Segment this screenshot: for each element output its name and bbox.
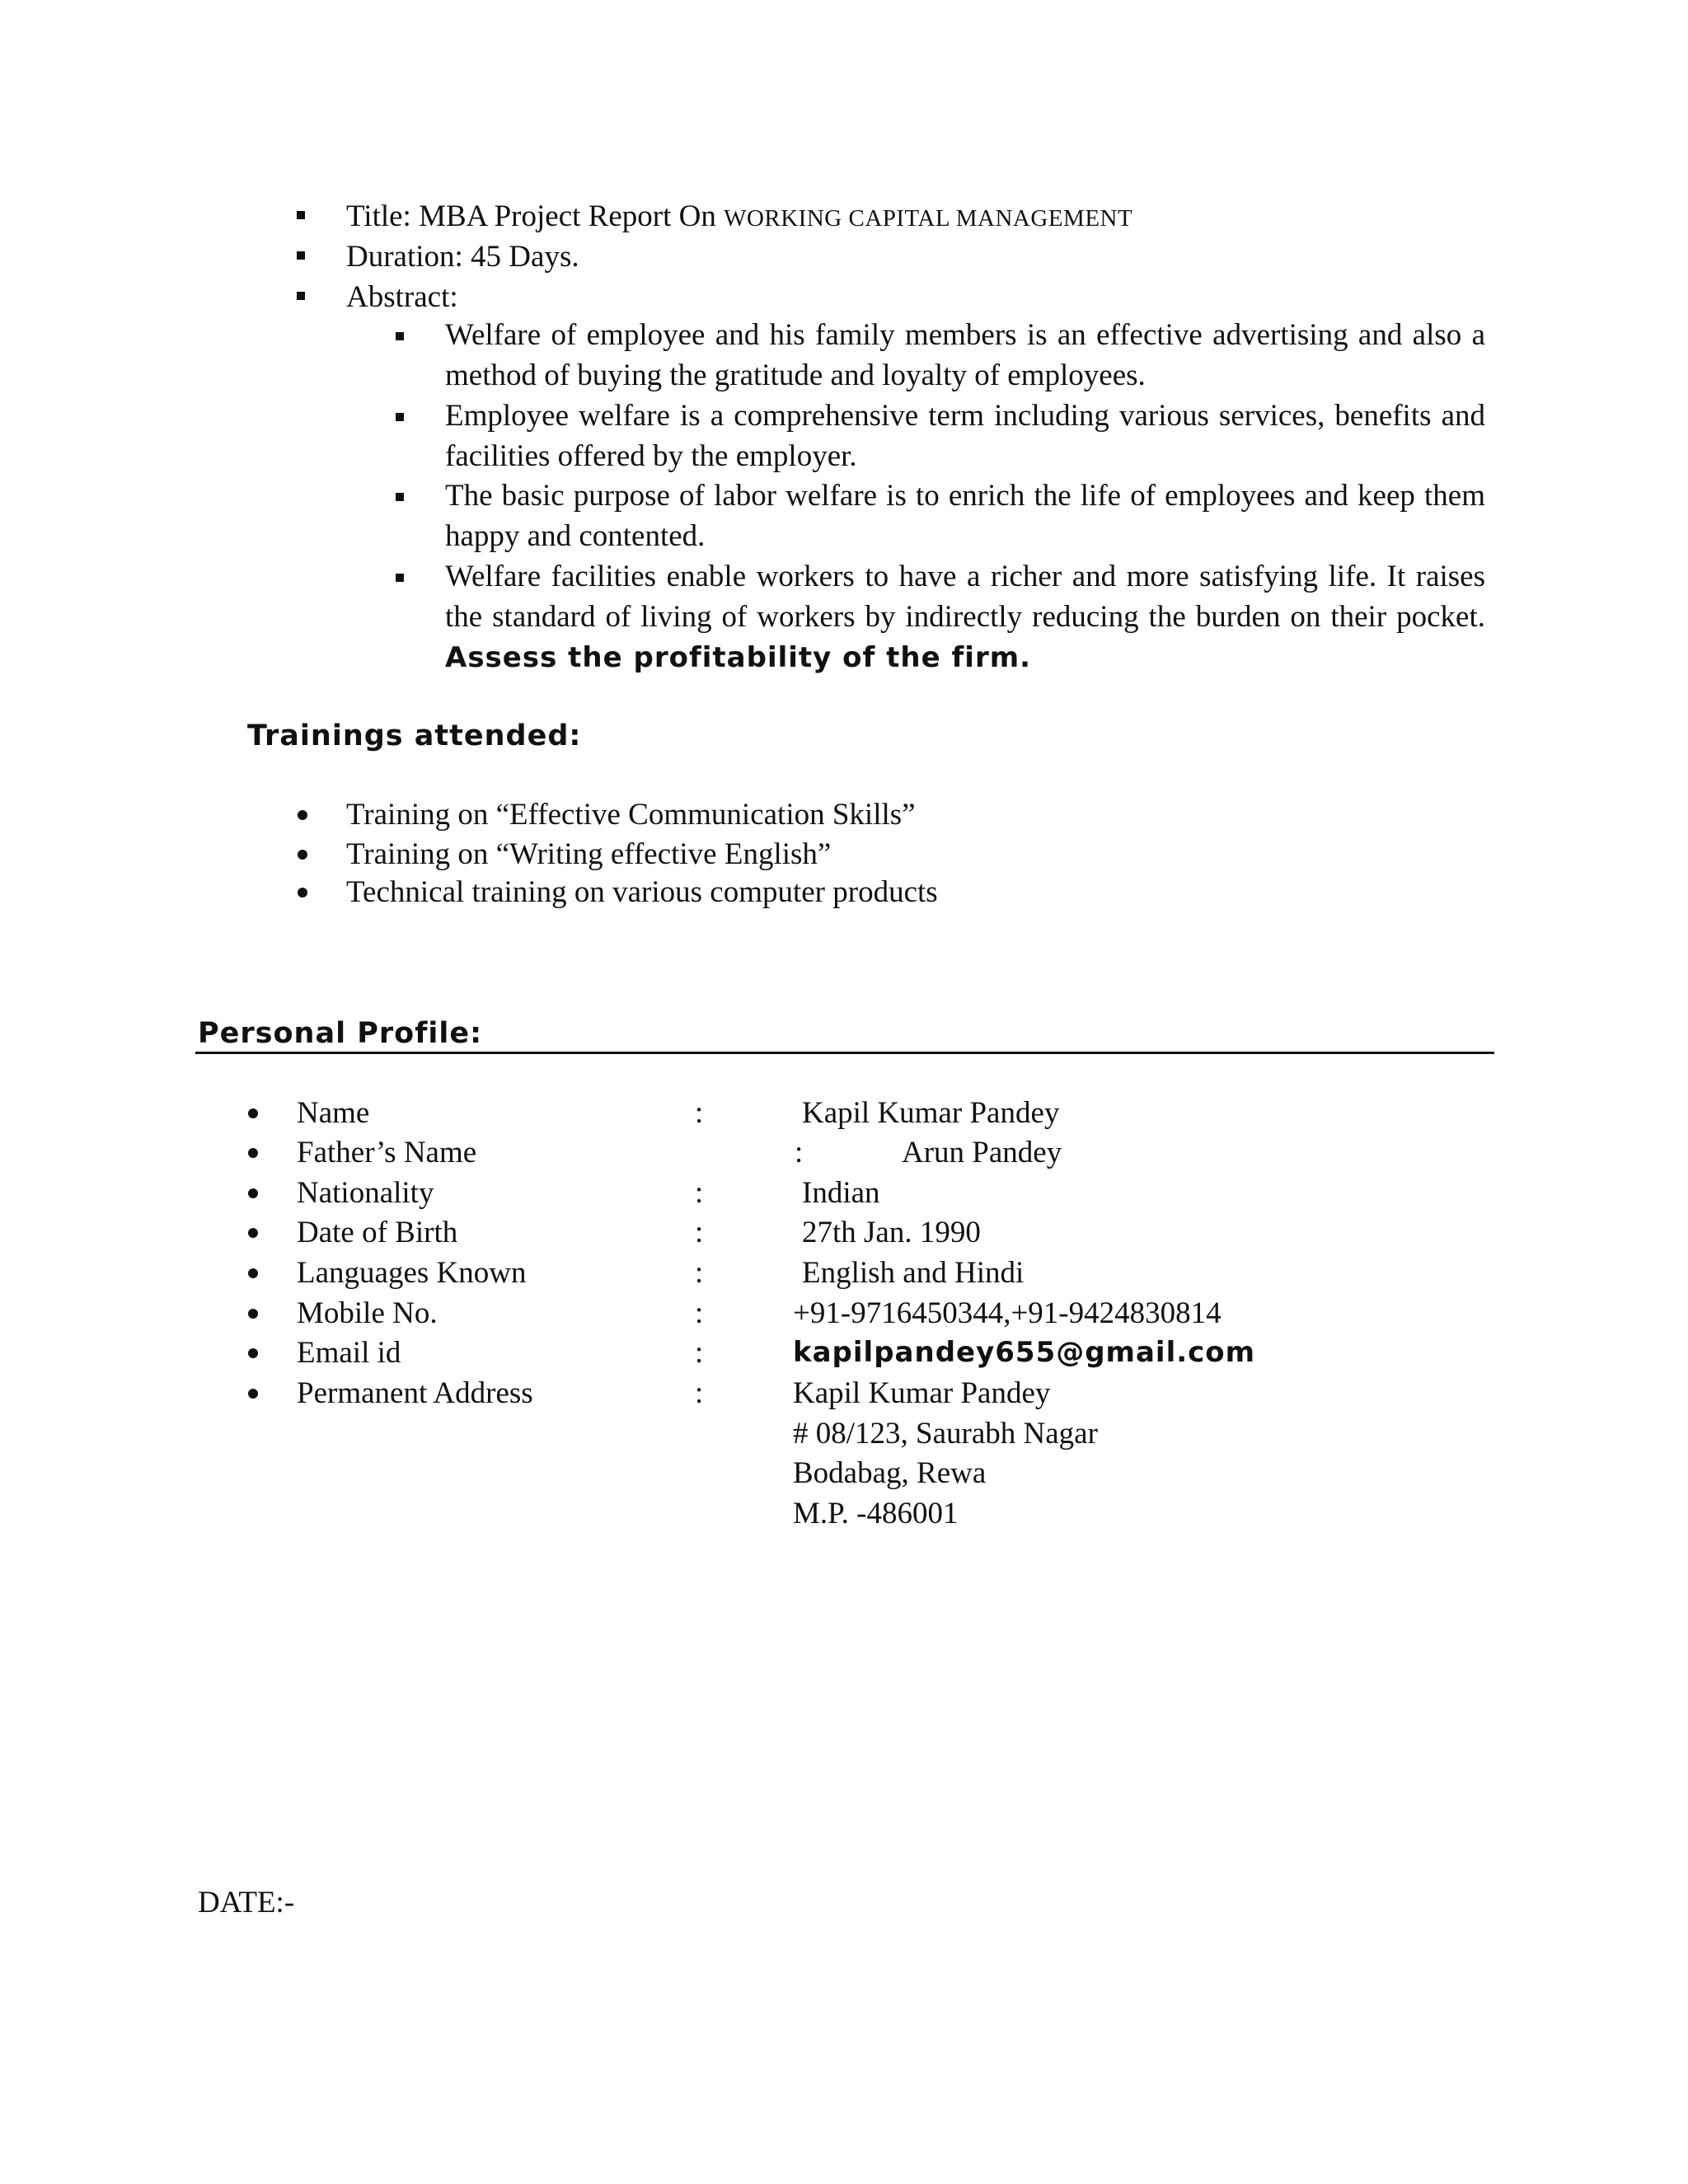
- square-bullet-icon: [297, 292, 305, 300]
- profile-separator: :: [695, 1296, 704, 1330]
- address-line: M.P. -486001: [793, 1497, 959, 1530]
- bullet-icon: [248, 1188, 258, 1198]
- profile-value-nationality: Indian: [802, 1176, 880, 1210]
- profile-separator: :: [695, 1096, 704, 1130]
- bullet-icon: [248, 1108, 258, 1118]
- profile-separator: :: [795, 1136, 804, 1169]
- bullet-icon: [248, 1148, 258, 1158]
- bullet-icon: [298, 850, 307, 860]
- trainings-heading: Trainings attended:: [247, 719, 582, 752]
- profile-label: Languages Known: [297, 1256, 527, 1290]
- address-line: Bodabag, Rewa: [793, 1456, 987, 1490]
- abstract-point: The basic purpose of labor welfare is to enrich the life of employees and keep them happy and contented.: [445, 479, 1485, 553]
- abstract-emphasis: Assess the profitability of the firm.: [445, 641, 1032, 674]
- profile-separator: :: [695, 1216, 704, 1249]
- bullet-icon: [298, 810, 307, 820]
- profile-label: Father’s Name: [297, 1136, 477, 1169]
- profile-value-mobile: +91-9716450344,+91-9424830814: [793, 1296, 1221, 1330]
- profile-value-languages: English and Hindi: [802, 1256, 1025, 1290]
- bullet-icon: [248, 1268, 258, 1278]
- project-duration: Duration: 45 Days.: [346, 240, 579, 274]
- square-bullet-icon: [396, 413, 404, 421]
- profile-separator: :: [695, 1176, 704, 1210]
- abstract-point: Welfare of employee and his family members is an effective advertising and also a method of buying the gratitude and loyalty of employees.: [445, 318, 1485, 392]
- square-bullet-icon: [297, 211, 305, 219]
- section-divider: [195, 1052, 1494, 1054]
- profile-label: Mobile No.: [297, 1296, 438, 1330]
- profile-heading: Personal Profile:: [198, 1017, 483, 1050]
- profile-label: Date of Birth: [297, 1216, 458, 1249]
- square-bullet-icon: [396, 493, 404, 501]
- square-bullet-icon: [396, 332, 404, 340]
- project-title-value: WORKING CAPITAL MANAGEMENT: [724, 205, 1133, 232]
- square-bullet-icon: [297, 251, 305, 260]
- project-title: [346, 201, 1132, 232]
- training-item: Technical training on various computer products: [346, 875, 938, 909]
- profile-label: Name: [297, 1096, 370, 1130]
- profile-label: Email id: [297, 1336, 401, 1370]
- date-label: DATE:-: [198, 1886, 295, 1919]
- profile-separator: :: [695, 1376, 704, 1410]
- bullet-icon: [248, 1389, 258, 1399]
- bullet-icon: [248, 1309, 258, 1319]
- profile-label: Nationality: [297, 1176, 434, 1210]
- abstract-label: Abstract:: [346, 280, 458, 314]
- bullet-icon: [248, 1228, 258, 1238]
- profile-value-name: Kapil Kumar Pandey: [802, 1096, 1060, 1130]
- bullet-icon: [298, 888, 307, 898]
- training-item: Training on “Effective Communication Skills”: [346, 798, 916, 832]
- profile-separator: :: [695, 1336, 704, 1370]
- abstract-point-last: [445, 556, 1485, 678]
- profile-value-father-name: Arun Pandey: [902, 1136, 1062, 1169]
- profile-value-address: Kapil Kumar Pandey: [793, 1376, 1051, 1410]
- abstract-point-text: Welfare facilities enable workers to have a richer and more satisfying life. It raises the standard of living of workers by indirectly reducing the burden on their pocket.: [445, 560, 1485, 634]
- address-line: # 08/123, Saurabh Nagar: [793, 1417, 1098, 1451]
- profile-label: Permanent Address: [297, 1376, 533, 1410]
- abstract-point: Employee welfare is a comprehensive term including various services, benefits and facilities offered by the employer.: [445, 399, 1485, 473]
- square-bullet-icon: [396, 574, 404, 582]
- project-title-label: Title: MBA Project Report On: [346, 199, 716, 233]
- bullet-icon: [248, 1348, 258, 1358]
- profile-value-dob: 27th Jan. 1990: [802, 1216, 981, 1249]
- training-item: Training on “Writing effective English”: [346, 837, 832, 871]
- profile-separator: :: [695, 1256, 704, 1290]
- profile-value-email[interactable]: kapilpandey655@gmail.com: [793, 1336, 1256, 1369]
